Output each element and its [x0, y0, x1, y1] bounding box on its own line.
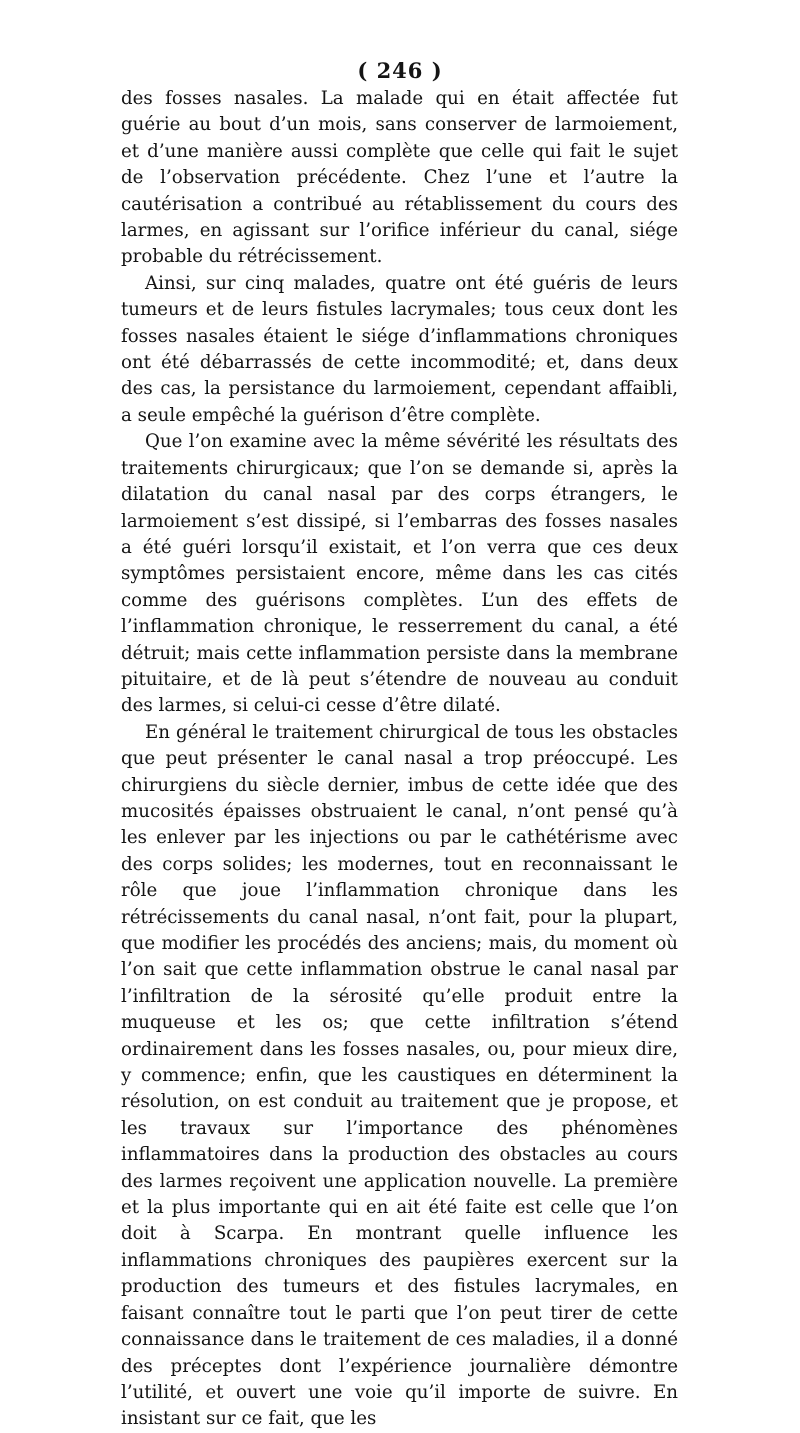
paragraph: Que l’on examine avec la même sévérité les résultats des traitements chirurgicaux; que l’on se demande si, après la dilatation du canal nasal par des corps étrangers, le larmoiement s’est dissipé, si l’embarras des fosses nasales a été guéri lorsqu’il existait, et l’on verra que ces deux symptômes persistaient encore, même dans les cas cités comme des guérisons complètes. L’un des effets de l’inflammation chronique, le resserrement du canal, a été détruit; mais cette inflammation persiste dans la membrane pituitaire, et de là peut s’étendre de nouveau au conduit des larmes, si celui-ci cesse d’être dilaté.	[121, 431, 678, 717]
paragraph-continued: des fosses nasales. La malade qui en était affectée fut guérie au bout d’un mois, sans conserver de larmoiement, et d’une manière aussi complète que celle qui fait le sujet de l’observation précédente. Chez l’une et l’autre la cautérisation a contribué au rétablissement du cours des larmes, en agissant sur l’orifice inférieur du canal, siége probable du rétrécissement.	[121, 88, 678, 268]
paragraph: Ainsi, sur cinq malades, quatre ont été guéris de leurs tumeurs et de leurs fistules lacrymales; tous ceux dont les fosses nasales étaient le siége d’inflammations chroniques ont été débarrassés de cette incommodité; et, dans deux des cas, la persistance du larmoiement, cependant affaibli, a seule empêché la guérison d’être complète.	[121, 272, 678, 426]
paragraph: En général le traitement chirurgical de tous les obstacles que peut présenter le canal nasal a trop préoccupé. Les chirurgiens du siècle dernier, imbus de cette idée que des mucosités épaisses obstruaient le canal, n’ont pensé qu’à les enlever par les injections ou par le cathétérisme avec des corps solides; les modernes, tout en reconnaissant le rôle que joue l’inflammation chronique dans les rétrécissements du canal nasal, n’ont fait, pour la plupart, que modifier les procédés des anciens; mais, du moment où l’on sait que cette inflammation obstrue le canal nasal par l’infiltration de la sérosité qu’elle produit entre la muqueuse et les os; que cette infiltration s’étend ordinairement dans les fosses nasales, ou, pour mieux dire, y commence; enfin, que les caustiques en déterminent la résolution, on est conduit au traitement que je propose, et les travaux sur l’importance des phénomènes inflammatoires dans la production des obstacles au cours des larmes reçoivent une application nouvelle. La première et la plus importante qui en ait été faite est celle que l’on doit à Scarpa. En montrant quelle influence les inflammations chroniques des paupières exercent sur la production des tumeurs et des fistules lacrymales, en faisant connaître tout le parti que l’on peut tirer de cette connaissance dans le traitement de ces maladies, il a donné des préceptes dont l’expérience journalière démontre l’utilité, et ouvert une voie qu’il importe de suivre. En insistant sur ce fait, que les	[121, 721, 678, 1430]
body-text	[121, 86, 678, 1433]
page-number: ( 246 )	[357, 58, 443, 83]
